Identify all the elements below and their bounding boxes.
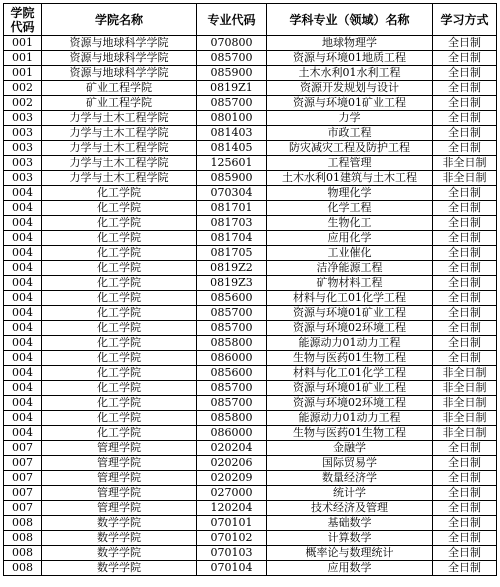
cell-college-code: 004 <box>4 216 42 231</box>
cell-study-mode: 非全日制 <box>433 426 497 441</box>
table-row <box>4 306 497 321</box>
cell-college-code: 003 <box>4 156 42 171</box>
cell-college-name: 化工学院 <box>42 246 197 261</box>
cell-major-name: 物理化学 <box>267 186 433 201</box>
cell-college-code: 004 <box>4 261 42 276</box>
cell-college-name: 化工学院 <box>42 381 197 396</box>
table-row <box>4 486 497 501</box>
table-row <box>4 141 497 156</box>
cell-major-code: 081403 <box>197 126 267 141</box>
cell-study-mode: 非全日制 <box>433 381 497 396</box>
cell-study-mode: 非全日制 <box>433 396 497 411</box>
cell-college-code: 004 <box>4 396 42 411</box>
cell-major-name: 土木水利01水利工程 <box>267 66 433 81</box>
cell-study-mode: 全日制 <box>433 306 497 321</box>
cell-study-mode: 全日制 <box>433 51 497 66</box>
cell-college-name: 矿业工程学院 <box>42 81 197 96</box>
cell-major-name: 数量经济学 <box>267 471 433 486</box>
cell-college-code: 004 <box>4 381 42 396</box>
cell-major-code: 070304 <box>197 186 267 201</box>
cell-major-code: 086000 <box>197 426 267 441</box>
table-row <box>4 36 497 51</box>
cell-college-name: 资源与地球科学学院 <box>42 36 197 51</box>
cell-college-code: 008 <box>4 561 42 576</box>
cell-college-name: 数学学院 <box>42 531 197 546</box>
cell-major-name: 金融学 <box>267 441 433 456</box>
cell-study-mode: 全日制 <box>433 186 497 201</box>
table-row <box>4 441 497 456</box>
cell-major-code: 085700 <box>197 306 267 321</box>
table-row <box>4 381 497 396</box>
cell-college-name: 管理学院 <box>42 456 197 471</box>
cell-major-name: 资源与环境01矿业工程 <box>267 306 433 321</box>
cell-college-code: 004 <box>4 426 42 441</box>
table-row <box>4 231 497 246</box>
table-row <box>4 366 497 381</box>
table-row <box>4 201 497 216</box>
cell-major-code: 070102 <box>197 531 267 546</box>
cell-college-code: 008 <box>4 516 42 531</box>
table-row <box>4 216 497 231</box>
header-major-code: 专业代码 <box>197 4 267 36</box>
cell-major-code: 0819Z2 <box>197 261 267 276</box>
cell-study-mode: 全日制 <box>433 516 497 531</box>
cell-major-name: 化学工程 <box>267 201 433 216</box>
cell-college-name: 化工学院 <box>42 261 197 276</box>
cell-college-code: 004 <box>4 231 42 246</box>
cell-study-mode: 全日制 <box>433 486 497 501</box>
cell-study-mode: 全日制 <box>433 561 497 576</box>
cell-major-code: 085700 <box>197 321 267 336</box>
cell-major-code: 070800 <box>197 36 267 51</box>
cell-major-name: 资源开发规划与设计 <box>267 81 433 96</box>
table-row <box>4 516 497 531</box>
cell-study-mode: 全日制 <box>433 351 497 366</box>
cell-college-name: 力学与土木工程学院 <box>42 126 197 141</box>
cell-major-name: 资源与环境01矿业工程 <box>267 96 433 111</box>
cell-major-code: 085700 <box>197 51 267 66</box>
cell-college-code: 001 <box>4 36 42 51</box>
cell-major-code: 020209 <box>197 471 267 486</box>
cell-major-name: 地球物理学 <box>267 36 433 51</box>
cell-major-name: 资源与环境01矿业工程 <box>267 381 433 396</box>
cell-major-name: 技术经济及管理 <box>267 501 433 516</box>
table-row <box>4 51 497 66</box>
cell-college-code: 004 <box>4 291 42 306</box>
cell-college-code: 004 <box>4 351 42 366</box>
cell-major-code: 081701 <box>197 201 267 216</box>
cell-college-code: 003 <box>4 171 42 186</box>
cell-college-code: 007 <box>4 471 42 486</box>
cell-study-mode: 全日制 <box>433 246 497 261</box>
table-row <box>4 561 497 576</box>
cell-major-code: 081705 <box>197 246 267 261</box>
cell-major-code: 085900 <box>197 171 267 186</box>
table-row <box>4 81 497 96</box>
table-row <box>4 336 497 351</box>
cell-major-name: 资源与环境02环境工程 <box>267 396 433 411</box>
cell-college-name: 化工学院 <box>42 366 197 381</box>
table-row <box>4 321 497 336</box>
cell-college-code: 007 <box>4 501 42 516</box>
header-college-name: 学院名称 <box>42 4 197 36</box>
cell-college-name: 化工学院 <box>42 276 197 291</box>
table-row <box>4 126 497 141</box>
cell-study-mode: 全日制 <box>433 261 497 276</box>
cell-study-mode: 全日制 <box>433 336 497 351</box>
cell-major-code: 081703 <box>197 216 267 231</box>
cell-study-mode: 全日制 <box>433 546 497 561</box>
cell-college-name: 矿业工程学院 <box>42 96 197 111</box>
table-row <box>4 456 497 471</box>
cell-college-name: 力学与土木工程学院 <box>42 111 197 126</box>
table-row <box>4 186 497 201</box>
cell-major-name: 计算数学 <box>267 531 433 546</box>
cell-college-name: 数学学院 <box>42 546 197 561</box>
cell-study-mode: 全日制 <box>433 501 497 516</box>
cell-college-name: 化工学院 <box>42 426 197 441</box>
cell-college-name: 管理学院 <box>42 486 197 501</box>
cell-major-name: 应用化学 <box>267 231 433 246</box>
cell-college-name: 化工学院 <box>42 291 197 306</box>
cell-college-code: 008 <box>4 546 42 561</box>
table-row <box>4 291 497 306</box>
table-body <box>4 36 497 576</box>
cell-college-code: 004 <box>4 411 42 426</box>
cell-major-code: 085700 <box>197 396 267 411</box>
header-study-mode: 学习方式 <box>433 4 497 36</box>
cell-major-code: 0819Z1 <box>197 81 267 96</box>
cell-major-code: 085600 <box>197 366 267 381</box>
cell-college-code: 007 <box>4 441 42 456</box>
cell-study-mode: 全日制 <box>433 126 497 141</box>
cell-study-mode: 非全日制 <box>433 411 497 426</box>
cell-major-name: 国际贸易学 <box>267 456 433 471</box>
cell-college-code: 003 <box>4 141 42 156</box>
cell-major-code: 085800 <box>197 411 267 426</box>
cell-major-name: 应用数学 <box>267 561 433 576</box>
cell-study-mode: 全日制 <box>433 81 497 96</box>
table-row <box>4 501 497 516</box>
cell-college-code: 003 <box>4 126 42 141</box>
cell-major-code: 070103 <box>197 546 267 561</box>
cell-major-code: 125601 <box>197 156 267 171</box>
cell-study-mode: 全日制 <box>433 201 497 216</box>
cell-study-mode: 全日制 <box>433 276 497 291</box>
cell-major-name: 材料与化工01化学工程 <box>267 291 433 306</box>
cell-study-mode: 全日制 <box>433 471 497 486</box>
cell-study-mode: 全日制 <box>433 141 497 156</box>
table-row <box>4 96 497 111</box>
cell-major-name: 生物与医药01生物工程 <box>267 426 433 441</box>
cell-major-code: 027000 <box>197 486 267 501</box>
cell-study-mode: 非全日制 <box>433 366 497 381</box>
table-row <box>4 111 497 126</box>
cell-study-mode: 全日制 <box>433 321 497 336</box>
cell-major-name: 力学 <box>267 111 433 126</box>
cell-major-name: 工业催化 <box>267 246 433 261</box>
cell-major-code: 085900 <box>197 66 267 81</box>
cell-major-code: 070101 <box>197 516 267 531</box>
table-row <box>4 531 497 546</box>
cell-major-code: 085700 <box>197 96 267 111</box>
cell-college-name: 管理学院 <box>42 501 197 516</box>
header-row <box>4 4 497 36</box>
cell-college-name: 资源与地球科学学院 <box>42 66 197 81</box>
table-row <box>4 156 497 171</box>
cell-major-name: 资源与环境02环境工程 <box>267 321 433 336</box>
cell-college-code: 004 <box>4 186 42 201</box>
cell-major-name: 资源与环境01地质工程 <box>267 51 433 66</box>
table-row <box>4 171 497 186</box>
cell-college-name: 力学与土木工程学院 <box>42 141 197 156</box>
cell-study-mode: 全日制 <box>433 441 497 456</box>
table-row <box>4 276 497 291</box>
cell-study-mode: 全日制 <box>433 291 497 306</box>
cell-college-code: 004 <box>4 276 42 291</box>
table-header <box>4 4 497 36</box>
cell-college-code: 004 <box>4 336 42 351</box>
cell-study-mode: 全日制 <box>433 111 497 126</box>
cell-study-mode: 全日制 <box>433 531 497 546</box>
cell-major-code: 020204 <box>197 441 267 456</box>
table-row <box>4 396 497 411</box>
cell-college-name: 化工学院 <box>42 231 197 246</box>
cell-college-name: 化工学院 <box>42 351 197 366</box>
cell-major-name: 洁净能源工程 <box>267 261 433 276</box>
cell-college-code: 002 <box>4 81 42 96</box>
cell-major-name: 矿物材料工程 <box>267 276 433 291</box>
cell-major-name: 工程管理 <box>267 156 433 171</box>
cell-college-code: 002 <box>4 96 42 111</box>
cell-major-name: 能源动力01动力工程 <box>267 336 433 351</box>
cell-major-code: 020206 <box>197 456 267 471</box>
cell-college-name: 化工学院 <box>42 306 197 321</box>
table-row <box>4 411 497 426</box>
cell-college-code: 007 <box>4 486 42 501</box>
cell-college-name: 化工学院 <box>42 321 197 336</box>
cell-study-mode: 全日制 <box>433 36 497 51</box>
cell-college-name: 数学学院 <box>42 561 197 576</box>
cell-college-code: 001 <box>4 51 42 66</box>
cell-major-name: 生物化工 <box>267 216 433 231</box>
table-row <box>4 471 497 486</box>
cell-major-code: 086000 <box>197 351 267 366</box>
cell-major-code: 081405 <box>197 141 267 156</box>
cell-college-code: 007 <box>4 456 42 471</box>
cell-study-mode: 非全日制 <box>433 171 497 186</box>
cell-college-name: 数学学院 <box>42 516 197 531</box>
cell-study-mode: 全日制 <box>433 231 497 246</box>
cell-study-mode: 全日制 <box>433 216 497 231</box>
table-row <box>4 261 497 276</box>
cell-major-code: 085800 <box>197 336 267 351</box>
cell-college-code: 003 <box>4 111 42 126</box>
cell-major-name: 统计学 <box>267 486 433 501</box>
cell-college-name: 力学与土木工程学院 <box>42 156 197 171</box>
cell-major-code: 120204 <box>197 501 267 516</box>
header-college-code: 学院代码 <box>4 4 42 36</box>
cell-college-name: 资源与地球科学学院 <box>42 51 197 66</box>
table-row <box>4 66 497 81</box>
cell-college-name: 化工学院 <box>42 411 197 426</box>
cell-major-name: 生物与医药01生物工程 <box>267 351 433 366</box>
cell-college-name: 化工学院 <box>42 201 197 216</box>
cell-college-name: 化工学院 <box>42 216 197 231</box>
table-row <box>4 546 497 561</box>
cell-college-code: 004 <box>4 201 42 216</box>
table-row <box>4 351 497 366</box>
cell-college-code: 004 <box>4 306 42 321</box>
cell-study-mode: 非全日制 <box>433 156 497 171</box>
cell-major-name: 土木水利01建筑与土木工程 <box>267 171 433 186</box>
cell-college-code: 004 <box>4 246 42 261</box>
cell-college-name: 力学与土木工程学院 <box>42 171 197 186</box>
cell-major-name: 市政工程 <box>267 126 433 141</box>
cell-major-code: 070104 <box>197 561 267 576</box>
cell-major-name: 材料与化工01化学工程 <box>267 366 433 381</box>
cell-major-name: 概率论与数理统计 <box>267 546 433 561</box>
table-row <box>4 246 497 261</box>
cell-college-code: 008 <box>4 531 42 546</box>
header-major-name: 学科专业（领域）名称 <box>267 4 433 36</box>
cell-major-code: 081704 <box>197 231 267 246</box>
cell-college-name: 管理学院 <box>42 441 197 456</box>
cell-college-code: 004 <box>4 321 42 336</box>
cell-major-code: 080100 <box>197 111 267 126</box>
cell-college-code: 001 <box>4 66 42 81</box>
program-table <box>3 3 497 576</box>
cell-study-mode: 全日制 <box>433 66 497 81</box>
cell-college-name: 化工学院 <box>42 336 197 351</box>
cell-major-name: 能源动力01动力工程 <box>267 411 433 426</box>
cell-college-name: 化工学院 <box>42 186 197 201</box>
cell-major-code: 085600 <box>197 291 267 306</box>
cell-study-mode: 全日制 <box>433 456 497 471</box>
cell-college-code: 004 <box>4 366 42 381</box>
cell-major-name: 防灾减灾工程及防护工程 <box>267 141 433 156</box>
cell-college-name: 化工学院 <box>42 396 197 411</box>
cell-major-code: 085700 <box>197 381 267 396</box>
cell-major-name: 基础数学 <box>267 516 433 531</box>
cell-college-name: 管理学院 <box>42 471 197 486</box>
table-row <box>4 426 497 441</box>
cell-study-mode: 全日制 <box>433 96 497 111</box>
cell-major-code: 0819Z3 <box>197 276 267 291</box>
